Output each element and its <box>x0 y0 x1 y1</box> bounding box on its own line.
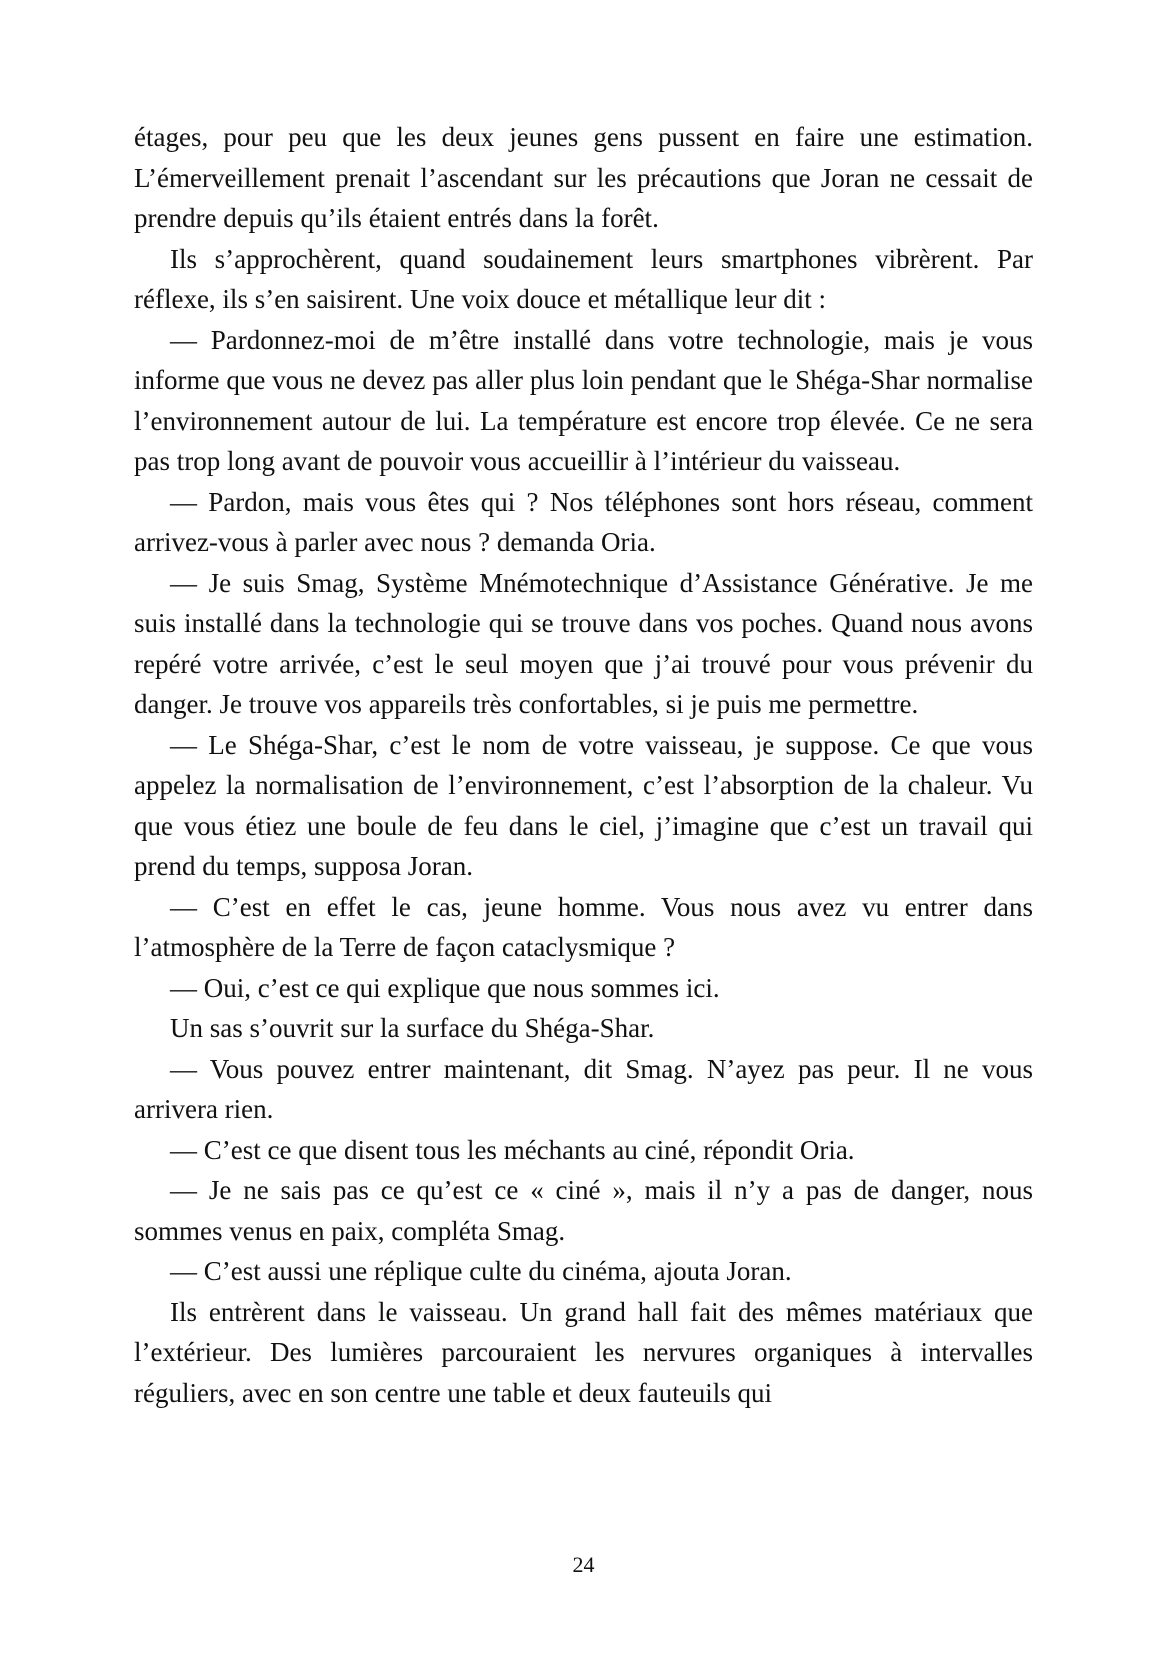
dialogue-line: — Je suis Smag, Système Mnémotechnique d’Assistance Générative. Je me suis installé dans la technologie qui se trouve dans vos poches. Quand nous avons repéré votre arrivée, c’est le seul moyen que j’ai trouvé pour vous prévenir du danger. Je trouve vos appareils très confortables, si je puis me permettre. <box>134 567 1033 719</box>
dialogue-line: — Le Shéga-Shar, c’est le nom de votre vaisseau, je suppose. Ce que vous appelez la normalisation de l’environnement, c’est l’absorption de la chaleur. Vu que vous étiez une boule de feu dans le ciel, j’imagine que c’est un travail qui prend du temps, supposa Joran. <box>134 729 1033 881</box>
page-body <box>134 117 1033 1413</box>
paragraph: Un sas s’ouvrit sur la surface du Shéga-Shar. <box>170 1013 655 1043</box>
paragraph: étages, pour peu que les deux jeunes gens pussent en faire une estimation. L’émerveillement prenait l’ascendant sur les précautions que Joran ne cessait de prendre depuis qu’ils étaient entrés dans la forêt. <box>134 122 1033 233</box>
dialogue-line: — Vous pouvez entrer maintenant, dit Smag. N’ayez pas peur. Il ne vous arrivera rien. <box>134 1053 1033 1124</box>
dialogue-line: — C’est ce que disent tous les méchants au ciné, répondit Oria. <box>170 1134 855 1165</box>
paragraph: Ils entrèrent dans le vaisseau. Un grand hall fait des mêmes matériaux que l’extérieur. Des lumières parcouraient les nervures organiques à intervalles réguliers, avec en son centre une table et deux fauteuils qui <box>134 1296 1033 1408</box>
dialogue-line: — Oui, c’est ce qui explique que nous sommes ici. <box>170 972 720 1003</box>
dialogue-line: — C’est en effet le cas, jeune homme. Vous nous avez vu entrer dans l’atmosphère de la Terre de façon cataclysmique ? <box>134 891 1033 962</box>
dialogue-line: — C’est aussi une réplique culte du cinéma, ajouta Joran. <box>170 1256 792 1286</box>
paragraph: Ils s’approchèrent, quand soudainement leurs smartphones vibrèrent. Par réflexe, ils s’en saisirent. Une voix douce et métallique leur dit : <box>134 243 1033 314</box>
dialogue-line: — Pardonnez-moi de m’être installé dans votre technologie, mais je vous informe que vous ne devez pas aller plus loin pendant que le Shéga-Shar normalise l’environnement autour de lui. La température est encore trop élevée. Ce ne sera pas trop long avant de pouvoir vous accueillir à l’intérieur du vaisseau. <box>134 324 1033 476</box>
page-number: 24 <box>572 1552 595 1577</box>
dialogue-line: — Je ne sais pas ce qu’est ce « ciné », mais il n’y a pas de danger, nous sommes venus en paix, compléta Smag. <box>134 1175 1033 1246</box>
dialogue-line: — Pardon, mais vous êtes qui ? Nos téléphones sont hors réseau, comment arrivez-vous à parler avec nous ? demanda Oria. <box>134 486 1033 557</box>
